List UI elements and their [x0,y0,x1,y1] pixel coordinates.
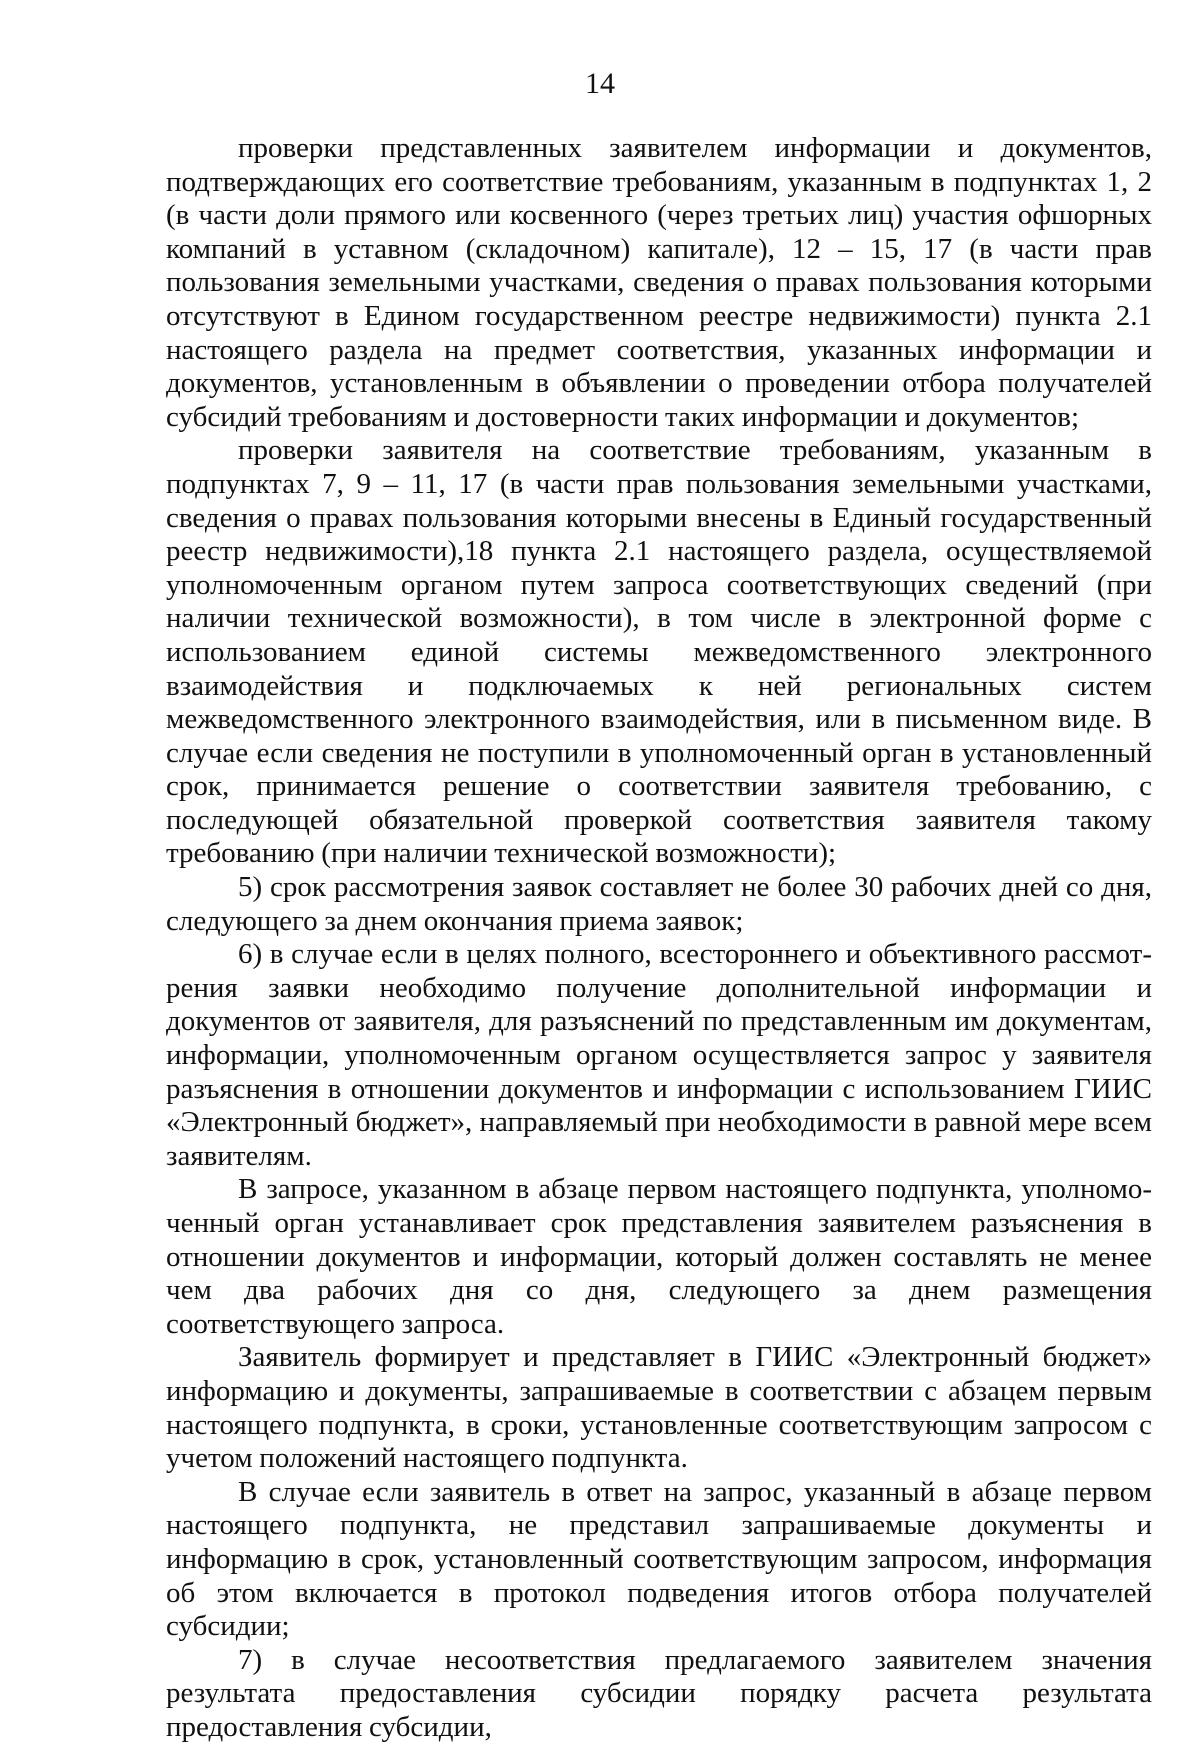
paragraph-non-submission: В случае если заявитель в ответ на запрос, указанный в абзаце первом настоящего подпункта, не представил запрашиваемые документы и информацию в срок, установленный соответствующим запросом, информация об этом включается в протокол подведения итогов отбора получателей субсидии; [166,1475,1152,1643]
page-number: 14 [585,67,615,100]
paragraph-verification-of-documents: проверки представленных заявителем информации и документов, подтверждающих его соответствие требованиям, указанным в подпунктах 1, 2 (в части доли прямого или косвенного (через третьих лиц) участия офшорных компаний в уставном (складочном) капитале), 12 – 15, 17 (в части прав пользования земельными участками, сведения о правах пользования которыми отсутствуют в Едином государственном реестре недвижимости) пункта 2.1 настоящего раздела на предмет соответствия, указанных информации и документов, установленным в объявлении о проведении отбора получателей субсидий требованиям и достоверности таких информации и документов; [166,132,1152,433]
document-body [166,132,1152,1745]
paragraph-request-deadline: В запросе, указанном в абзаце первом настоящего подпункта, уполномоченный орган устанавливает срок представления заявителем разъяснения в отношении документов и информации, который должен составлять не менее чем два рабочих дня со дня, следующего за днем размещения соответствующего запроса. [166,1173,1152,1340]
paragraph-item-5-review-period: 5) срок рассмотрения заявок составляет не более 30 рабочих дней со дня, следующего за днем окончания приема заявок; [166,871,1152,937]
paragraph-item-6-clarification-request: 6) в случае если в целях полного, всестороннего и объективного рассмотрения заявки необходимо получение дополнительной информации и документов от заявителя, для разъяснений по представленным им документам, информации, уполномоченным органом осуществляется запрос у заявителя разъяснения в отношении документов и информации с использованием ГИИС «Электронный бюджет», направляемый при необходимости в равной мере всем заявителям. [166,938,1152,1172]
paragraph-item-7-result-mismatch: 7) в случае несоответствия предлагаемого заявителем значения результата предоставления субсидии порядку расчета результата предоставления субсидии, [166,1643,1152,1743]
paragraph-applicant-submits: Заявитель формирует и представляет в ГИИС «Электронный бюджет» информацию и документы, запрашиваемые в соответствии с абзацем первым настоящего подпункта, в сроки, установленные соответствующим запросом с учетом положений настоящего подпункта. [166,1341,1152,1475]
paragraph-verification-of-applicant: проверки заявителя на соответствие требованиям, указанным в подпунктах 7, 9 – 11, 17 (в части прав пользования земельными участками, сведения о правах пользования которыми внесены в Единый государственный реестр недвижимости),18 пункта 2.1 настоящего раздела, осуществляемой уполномоченным органом путем запроса соответствующих сведений (при наличии технической возможности), в том числе в электронной форме с использованием единой системы межведомственного электронного взаимодействия и подключаемых к ней региональных систем межведомственного электронного взаимодействия, или в письменном виде. В случае если сведения не поступили в уполномоченный орган в установленный срок, принимается решение о соответствии заявителя требованию, с последующей обязательной проверкой соответствия заявителя такому требованию (при наличии технической возможности); [166,434,1152,870]
